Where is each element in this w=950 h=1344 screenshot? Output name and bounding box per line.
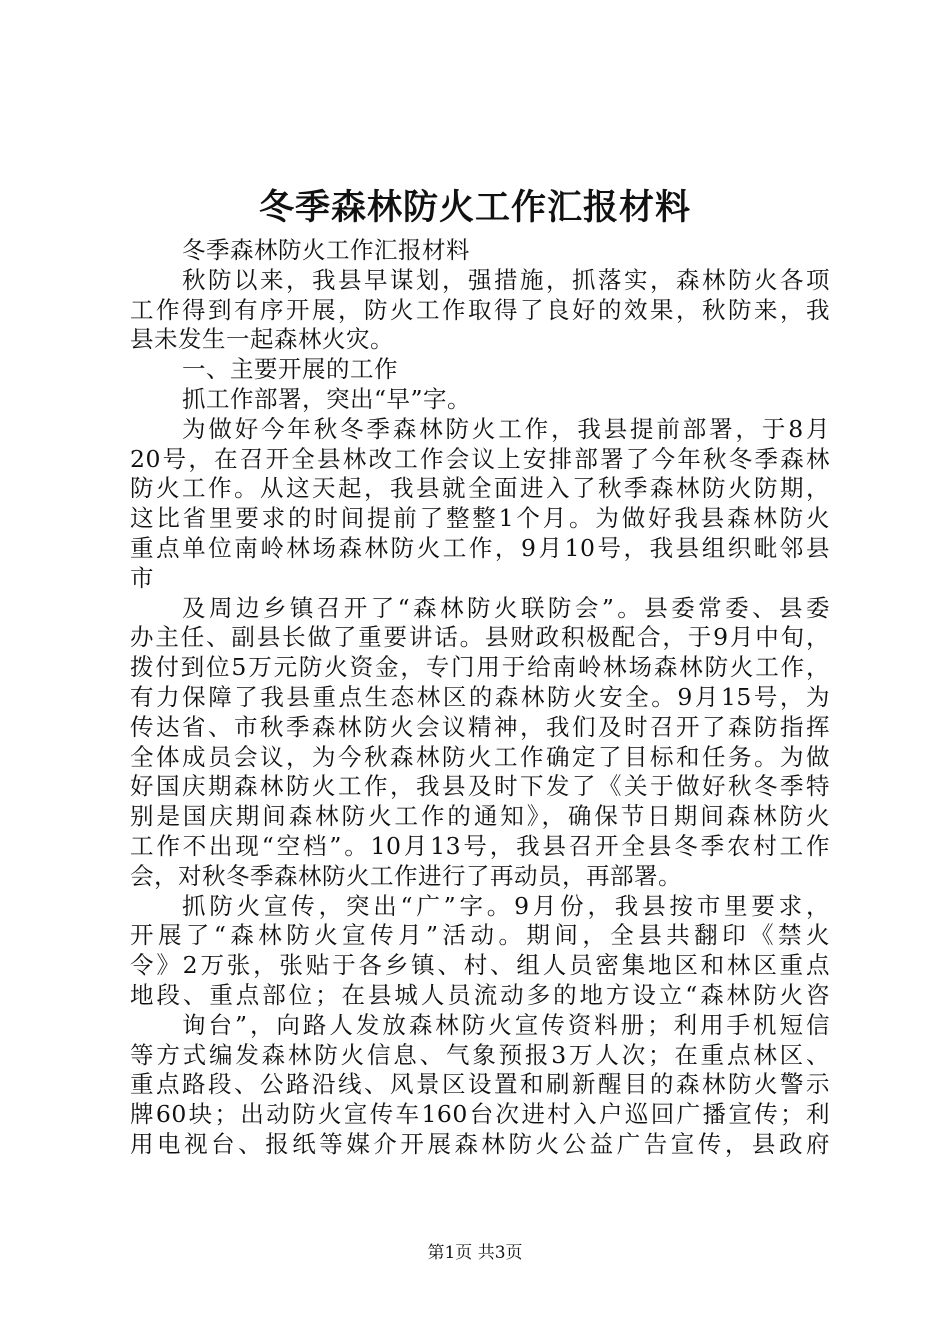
body-line: 询台”，向路人发放森林防火宣传资料册；利用手机短信 [182,1010,830,1039]
body-line: 抓工作部署，突出“早”字。 [182,384,472,413]
body-line: 传达省、市秋季森林防火会议精神，我们及时召开了森防指挥 [130,712,830,741]
body-line: 工作得到有序开展，防火工作取得了良好的效果，秋防来，我 [130,295,830,324]
body-line: 冬季森林防火工作汇报材料 [182,236,470,264]
body-line: 县未发生一起森林火灾。 [130,325,394,354]
body-line: 为做好今年秋冬季森林防火工作，我县提前部署，于8月 [182,414,830,443]
body-line: 一、主要开展的工作 [182,355,398,384]
body-line: 等方式编发森林防火信息、气象预报3万人次；在重点林区、 [130,1040,830,1069]
body-line: 办主任、副县长做了重要讲话。县财政积极配合，于9月中旬， [130,623,830,652]
body-line: 牌60块；出动防火宣传车160台次进村入户巡回广播宣传；利 [130,1100,830,1129]
document-title: 冬季森林防火工作汇报材料 [258,188,691,228]
body-line: 全体成员会议，为今秋森林防火工作确定了目标和任务。为做 [130,742,830,771]
page-number: 第1页 共3页 [427,1243,523,1263]
body-line: 别是国庆期间森林防火工作的通知》，确保节日期间森林防火 [130,802,830,831]
body-line: 有力保障了我县重点生态林区的森林防火安全。9月15号，为 [130,682,830,711]
body-line: 工作不出现“空档”。10月13号，我县召开全县冬季农村工作 [130,831,830,860]
body-line: 抓防火宣传，突出“广”字。9月份，我县按市里要求， [182,891,830,920]
body-line: 市 [130,563,154,592]
body-line: 开展了“森林防火宣传月”活动。期间，全县共翻印《禁火 [130,921,830,950]
body-line: 好国庆期森林防火工作，我县及时下发了《关于做好秋冬季特 [130,772,830,801]
body-line: 及周边乡镇召开了“森林防火联防会”。县委常委、县委 [182,593,830,622]
body-line: 防火工作。从这天起，我县就全面进入了秋季森林防火防期， [130,474,830,503]
body-line: 地段、重点部位；在县城人员流动多的地方设立“森林防火咨 [130,980,830,1009]
body-line: 令》2万张，张贴于各乡镇、村、组人员密集地区和林区重点 [130,951,830,980]
body-line: 重点路段、公路沿线、风景区设置和刷新醒目的森林防火警示 [130,1070,830,1099]
body-line: 20号，在召开全县林改工作会议上安排部署了今年秋冬季森林 [130,444,830,473]
body-line: 秋防以来，我县早谋划，强措施，抓落实，森林防火各项 [182,265,830,294]
body-line: 这比省里要求的时间提前了整整1个月。为做好我县森林防火 [130,504,830,533]
body-line: 会，对秋冬季森林防火工作进行了再动员，再部署。 [130,861,682,890]
body-line: 重点单位南岭林场森林防火工作，9月10号，我县组织毗邻县 [130,533,830,562]
body-line: 用电视台、报纸等媒介开展森林防火公益广告宣传，县政府 [130,1129,830,1158]
document-body [130,236,830,1160]
body-line: 拨付到位5万元防火资金，专门用于给南岭林场森林防火工作， [130,653,830,682]
